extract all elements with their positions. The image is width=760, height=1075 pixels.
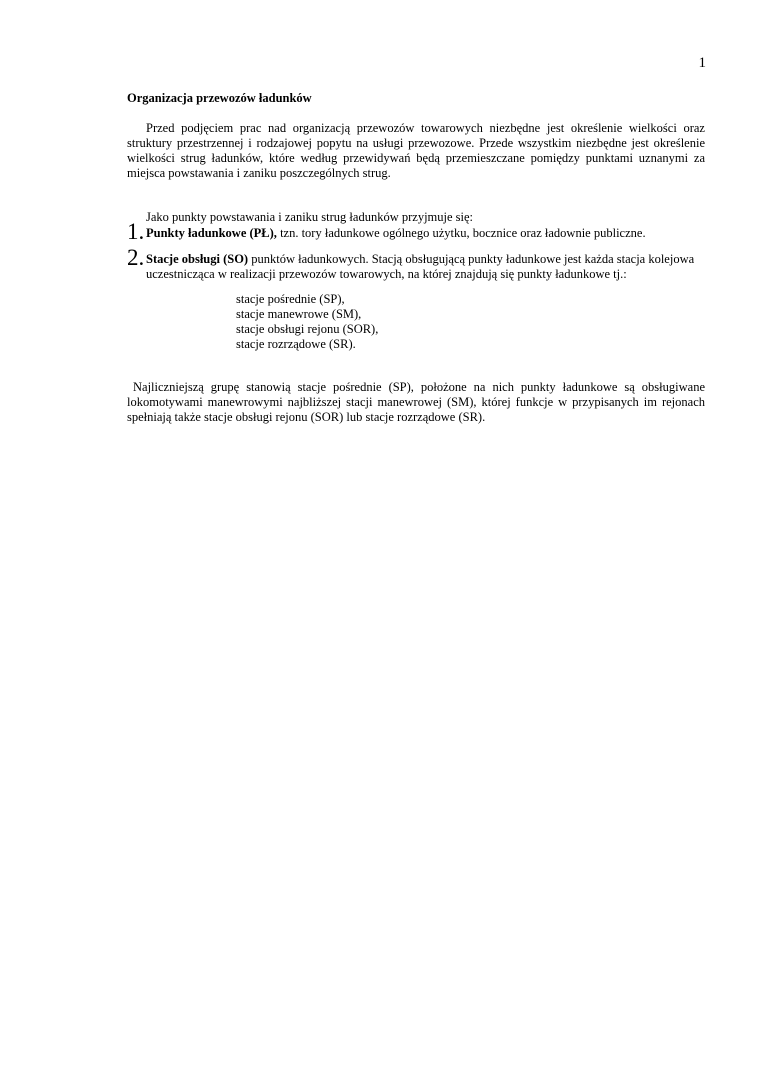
list-intro-paragraph: Jako punkty powstawania i zaniku strug ładunków przyjmuje się:	[146, 210, 474, 224]
list-item-number: 1.	[127, 219, 145, 244]
document-title: Organizacja przewozów ładunków	[127, 91, 312, 105]
list-item-text: punktów ładunkowych. Stacją obsługującą punkty ładunkowe jest każda stacja kolejowa uczestnicząca w realizacji przewozów towarowych, na której znajdują się punkty ładunkowe tj.:	[146, 252, 695, 281]
station-type-item: stacje obsługi rejonu (SOR),	[236, 322, 379, 336]
station-type-item: stacje pośrednie (SP),	[236, 292, 345, 306]
station-type-item: stacje rozrządowe (SR).	[236, 337, 356, 351]
closing-paragraph: Najliczniejszą grupę stanowią stacje pośrednie (SP), położone na nich punkty ładunkowe są obsługiwane lokomotywami manewrowymi najbliższej stacji manewrowej (SM), której funkcje w przypisanych im rejonach spełniają także stacje obsługi rejonu (SOR) lub stacje rozrządowe (SR).	[127, 380, 705, 424]
station-type-item: stacje manewrowe (SM),	[236, 307, 362, 321]
page-number: 1	[698, 55, 706, 71]
list-item-lead: Punkty ładunkowe (PŁ),	[146, 226, 277, 240]
intro-paragraph: Przed podjęciem prac nad organizacją przewozów towarowych niezbędne jest określenie wielkości oraz struktury przestrzennej i rodzajowej popytu na usługi przewozowe. Przede wszystkim niezbędne jest określenie wielkości strug ładunków, które według przewidywań będą przemieszczane pomiędzy punktami uznanymi za miejsca powstawania i zaniku poszczególnych strug.	[127, 121, 705, 180]
list-item-lead: Stacje obsługi (SO)	[146, 252, 249, 266]
list-item-text: tzn. tory ładunkowe ogólnego użytku, bocznice oraz ładownie publiczne.	[276, 226, 646, 240]
list-item	[127, 219, 705, 244]
station-types-list	[236, 292, 378, 352]
list-item-number: 2.	[127, 245, 145, 270]
list-item	[127, 245, 705, 282]
